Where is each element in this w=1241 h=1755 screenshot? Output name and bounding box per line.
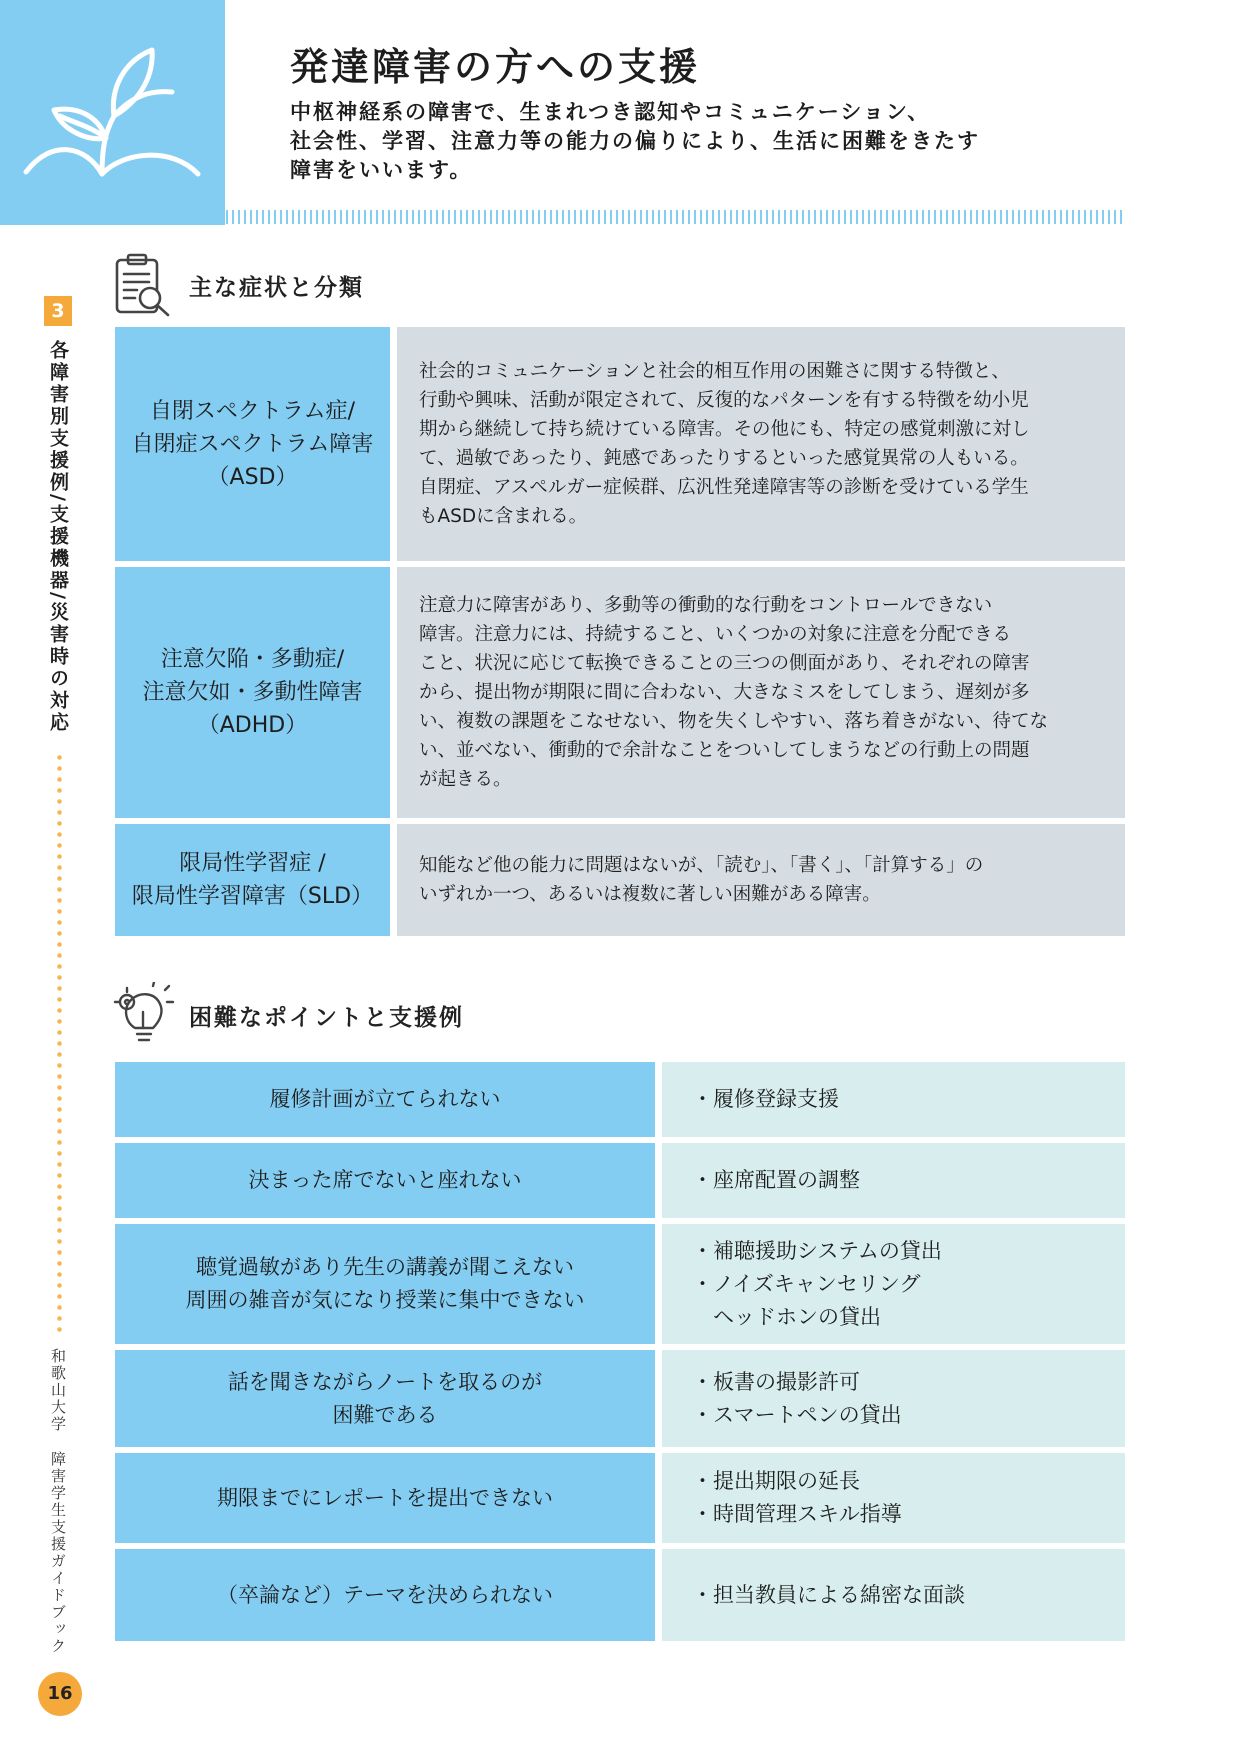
header-stripe-divider xyxy=(226,210,1126,224)
clipboard-search-icon xyxy=(113,252,175,318)
desc-line: 行動や興味、活動が限定されて、反復的なパターンを有する特徴を幼小児 xyxy=(419,390,1029,411)
term-line: 自閉症スペクトラム障害 xyxy=(131,431,374,457)
support-cell xyxy=(662,1350,1125,1447)
term-line: 自閉スペクトラム症/ xyxy=(149,398,356,424)
desc-line: から、提出物が期限に間に合わない、大きなミスをしてしまう、遅刻が多 xyxy=(419,682,1030,703)
page-subtitle xyxy=(290,98,1090,185)
term-line: （ASD） xyxy=(207,464,298,490)
symptoms-section-heading xyxy=(113,252,364,318)
desc-line: 社会的コミュニケーションと社会的相互作用の困難さに関する特徴と、 xyxy=(419,361,1010,382)
support-row xyxy=(115,1453,1125,1543)
symptom-row xyxy=(115,327,1125,561)
support-row xyxy=(115,1350,1125,1447)
symptom-description xyxy=(397,824,1125,936)
desc-line: 知能など他の能力に問題はないが、「読む」、「書く」、「計算する」の xyxy=(419,855,984,876)
term-line: （ADHD） xyxy=(197,713,308,738)
difficulty-line: 困難である xyxy=(332,1402,438,1427)
desc-line: もASDに含まれる。 xyxy=(419,506,588,527)
difficulty-cell xyxy=(115,1549,655,1641)
difficulty-line: 履修計画が立てられない xyxy=(269,1087,501,1111)
support-line: ・提出期限の延長 xyxy=(692,1469,860,1493)
chapter-title-vertical: 各障害別支援例/支援機器/災害時の対応 xyxy=(47,340,69,734)
desc-line: が起きる。 xyxy=(419,769,512,790)
guidebook-footer-vertical xyxy=(44,1348,72,1655)
symptom-term xyxy=(115,824,390,936)
symptom-description xyxy=(397,327,1125,561)
term-line: 限局性学習症 / xyxy=(179,851,326,876)
support-line: ・履修登録支援 xyxy=(692,1087,839,1111)
support-line: ヘッドホンの貸出 xyxy=(692,1304,881,1329)
difficulty-line: 期限までにレポートを提出できない xyxy=(217,1485,553,1510)
chapter-number-badge: 3 xyxy=(44,296,72,326)
section-title: 困難なポイントと支援例 xyxy=(189,1004,464,1031)
symptom-term xyxy=(115,567,390,818)
desc-line: いずれか一つ、あるいは複数に著しい困難がある障害。 xyxy=(419,884,881,905)
desc-line: 期から継続して持ち続けている障害。その他にも、特定の感覚刺激に対し xyxy=(419,419,1030,440)
section-title: 主な症状と分類 xyxy=(189,274,364,301)
support-row xyxy=(115,1224,1125,1344)
desc-line: い、複数の課題をこなせない、物を失くしやすい、落ち着きがない、待てな xyxy=(419,711,1049,732)
support-line: ・時間管理スキル指導 xyxy=(692,1502,902,1526)
difficulty-line: （卒論など）テーマを決められない xyxy=(217,1582,553,1607)
term-line: 限局性学習障害（SLD） xyxy=(131,884,374,909)
desc-line: 注意力に障害があり、多動等の衝動的な行動をコントロールできない xyxy=(419,595,993,616)
symptom-row xyxy=(115,824,1125,936)
support-line: ・スマートペンの貸出 xyxy=(692,1402,902,1427)
support-line: ・ノイズキャンセリング xyxy=(692,1271,921,1296)
support-cell xyxy=(662,1453,1125,1543)
page-number: 16 xyxy=(38,1672,82,1716)
sprout-icon xyxy=(22,42,202,182)
support-cell xyxy=(662,1143,1125,1218)
difficulty-cell xyxy=(115,1453,655,1543)
difficulty-line: 聴覚過敏があり先生の講義が聞こえない xyxy=(196,1255,574,1279)
symptom-row xyxy=(115,567,1125,818)
difficulty-line: 決まった席でないと座れない xyxy=(248,1168,522,1192)
difficulty-cell xyxy=(115,1224,655,1344)
support-cell xyxy=(662,1549,1125,1641)
desc-line: 障害。注意力には、持続すること、いくつかの対象に注意を分配できる xyxy=(419,624,1012,645)
support-cell xyxy=(662,1224,1125,1344)
support-row xyxy=(115,1143,1125,1218)
term-line: 注意欠如・多動性障害 xyxy=(142,680,363,705)
subtitle-line: 障害をいいます。 xyxy=(290,158,473,182)
difficulty-cell xyxy=(115,1350,655,1447)
support-line: ・担当教員による綿密な面談 xyxy=(692,1582,965,1607)
difficulty-cell xyxy=(115,1062,655,1137)
subtitle-line: 社会性、学習、注意力等の能力の偏りにより、生活に困難をきたす xyxy=(290,129,980,153)
support-cell xyxy=(662,1062,1125,1137)
page-title: 発達障害の方への支援 xyxy=(290,45,701,89)
desc-line: て、過敏であったり、鈍感であったりするといった感覚異常の人もいる。 xyxy=(419,448,1029,469)
sidebar-dotted-line xyxy=(57,752,62,1332)
desc-line: い、並べない、衝動的で余計なことをついしてしまうなどの行動上の問題 xyxy=(419,740,1030,761)
footer-university: 和歌山大学 xyxy=(49,1348,67,1433)
term-line: 注意欠陥・多動症/ xyxy=(160,647,345,672)
difficulty-cell xyxy=(115,1143,655,1218)
desc-line: こと、状況に応じて転換できることの三つの側面があり、それぞれの障害 xyxy=(419,653,1030,674)
difficulty-line: 話を聞きながらノートを取るのが xyxy=(227,1369,543,1394)
subtitle-line: 中枢神経系の障害で、生まれつき認知やコミュニケーション、 xyxy=(290,100,931,124)
support-line: ・補聴援助システムの貸出 xyxy=(692,1238,942,1263)
header-icon-box xyxy=(0,0,225,225)
support-row xyxy=(115,1062,1125,1137)
symptom-term xyxy=(115,327,390,561)
support-section-heading xyxy=(113,982,464,1048)
footer-guide-title: 障害学生支援ガイドブック xyxy=(49,1451,67,1655)
support-line: ・座席配置の調整 xyxy=(692,1168,860,1192)
symptom-description xyxy=(397,567,1125,818)
support-line: ・板書の撮影許可 xyxy=(692,1369,860,1394)
difficulty-line: 周囲の雑音が気になり授業に集中できない xyxy=(185,1288,585,1312)
lightbulb-target-icon xyxy=(113,982,175,1048)
desc-line: 自閉症、アスペルガー症候群、広汎性発達障害等の診断を受けている学生 xyxy=(419,477,1029,498)
support-row xyxy=(115,1549,1125,1641)
